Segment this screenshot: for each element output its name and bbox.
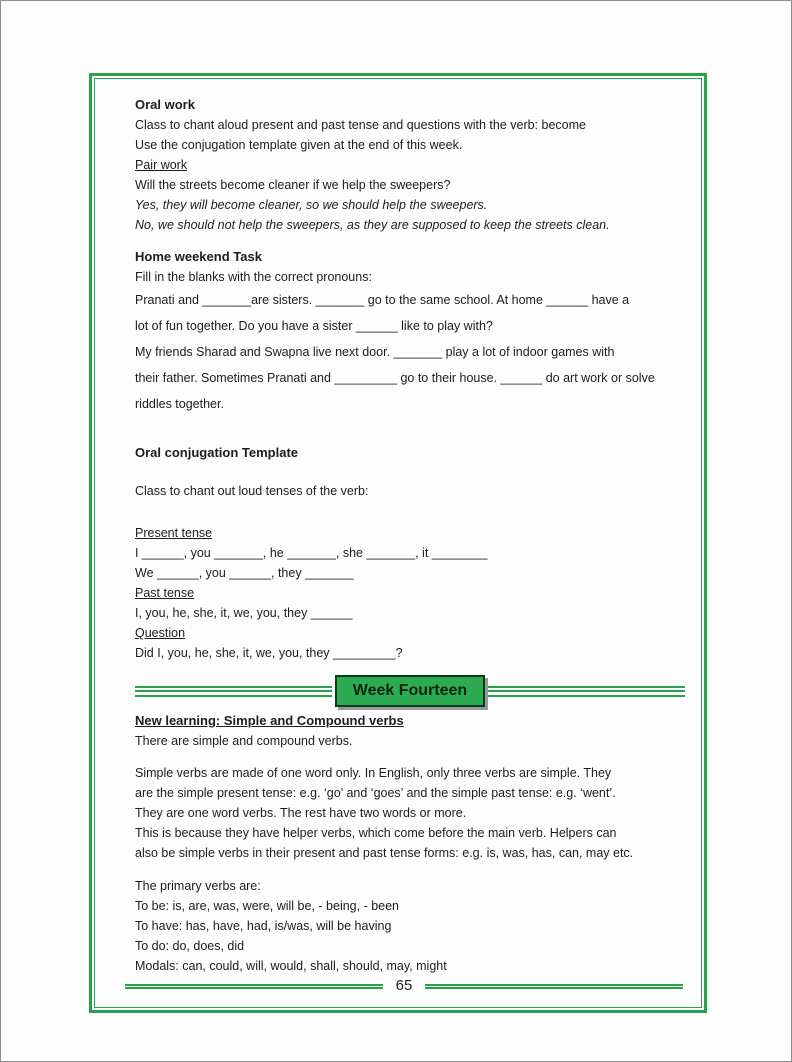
- new-learning-para1-line-5: also be simple verbs in their present and past tense forms: e.g. is, was, has, can, may etc.: [135, 846, 634, 860]
- pair-work-answer-yes: Yes, they will become cleaner, so we should help the sweepers.: [135, 198, 488, 212]
- primary-verbs-heading: The primary verbs are:: [135, 879, 261, 893]
- present-tense-line-2: We ______, you ______, they _______: [135, 566, 354, 580]
- question-line: Did I, you, he, she, it, we, you, they _________?: [135, 646, 403, 660]
- primary-verbs-modals: Modals: can, could, will, would, shall, should, may, might: [135, 959, 447, 973]
- pair-work-question: Will the streets become cleaner if we help the sweepers?: [135, 178, 451, 192]
- primary-verbs-to-be: To be: is, are, was, were, will be, - being, - been: [135, 899, 400, 913]
- page-content: [95, 79, 701, 1007]
- new-learning-para1-line-4: This is because they have helper verbs, which come before the main verb. Helpers can: [135, 826, 617, 840]
- home-task-instruction: Fill in the blanks with the correct pronouns:: [135, 270, 372, 284]
- footer-rule-right: [425, 984, 683, 989]
- new-learning-intro: There are simple and compound verbs.: [135, 734, 353, 748]
- home-task-heading: Home weekend Task: [135, 249, 262, 264]
- page-frame-inner: [94, 78, 702, 1008]
- conjugation-instruction: Class to chant out loud tenses of the verb:: [135, 484, 369, 498]
- present-tense-line-1: I ______, you _______, he _______, she _______, it ________: [135, 546, 488, 560]
- page-footer: [125, 977, 683, 995]
- fill-line-5: riddles together.: [135, 397, 224, 411]
- new-learning-heading: New learning: Simple and Compound verbs: [135, 713, 404, 728]
- conjugation-heading: Oral conjugation Template: [135, 445, 299, 460]
- new-learning-para1-line-2: are the simple present tense: e.g. ‘go’ and ‘goes’ and the simple past tense: e.g. ‘went’.: [135, 786, 616, 800]
- primary-verbs-to-do: To do: do, does, did: [135, 939, 245, 953]
- new-learning-para1-line-1: Simple verbs are made of one word only. In English, only three verbs are simple. They: [135, 766, 612, 780]
- page-number: 65: [395, 977, 413, 994]
- pair-work-heading: Pair work: [135, 158, 188, 172]
- section-new-learning: [135, 711, 685, 976]
- footer-rule-left: [125, 984, 383, 989]
- pair-work-answer-no: No, we should not help the sweepers, as they are supposed to keep the streets clean.: [135, 218, 610, 232]
- question-heading: Question: [135, 626, 186, 640]
- past-tense-heading: Past tense: [135, 586, 195, 600]
- week-banner-row: [135, 675, 685, 707]
- section-home-task: [135, 247, 685, 417]
- week-banner: Week Fourteen: [335, 675, 485, 707]
- home-task-fill-blanks: [135, 287, 685, 417]
- primary-verbs-to-have: To have: has, have, had, is/was, will be having: [135, 919, 392, 933]
- oral-work-line-1: Class to chant aloud present and past tense and questions with the verb: become: [135, 118, 586, 132]
- page-frame: [89, 73, 707, 1013]
- banner-rule-right: [488, 686, 685, 697]
- new-learning-para1-line-3: They are one word verbs. The rest have two words or more.: [135, 806, 467, 820]
- past-tense-line: I, you, he, she, it, we, you, they ______: [135, 606, 353, 620]
- section-conjugation-template: [135, 443, 685, 663]
- present-tense-heading: Present tense: [135, 526, 213, 540]
- section-oral-work: [135, 95, 685, 235]
- banner-rule-left: [135, 686, 332, 697]
- fill-line-3: My friends Sharad and Swapna live next door. _______ play a lot of indoor games with: [135, 345, 615, 359]
- fill-line-1: Pranati and _______are sisters. _______ go to the same school. At home ______ have a: [135, 293, 630, 307]
- oral-work-heading: Oral work: [135, 97, 195, 112]
- fill-line-2: lot of fun together. Do you have a sister ______ like to play with?: [135, 319, 493, 333]
- fill-line-4: their father. Sometimes Pranati and _________ go to their house. ______ do art work or solve: [135, 371, 655, 385]
- oral-work-line-2: Use the conjugation template given at the end of this week.: [135, 138, 463, 152]
